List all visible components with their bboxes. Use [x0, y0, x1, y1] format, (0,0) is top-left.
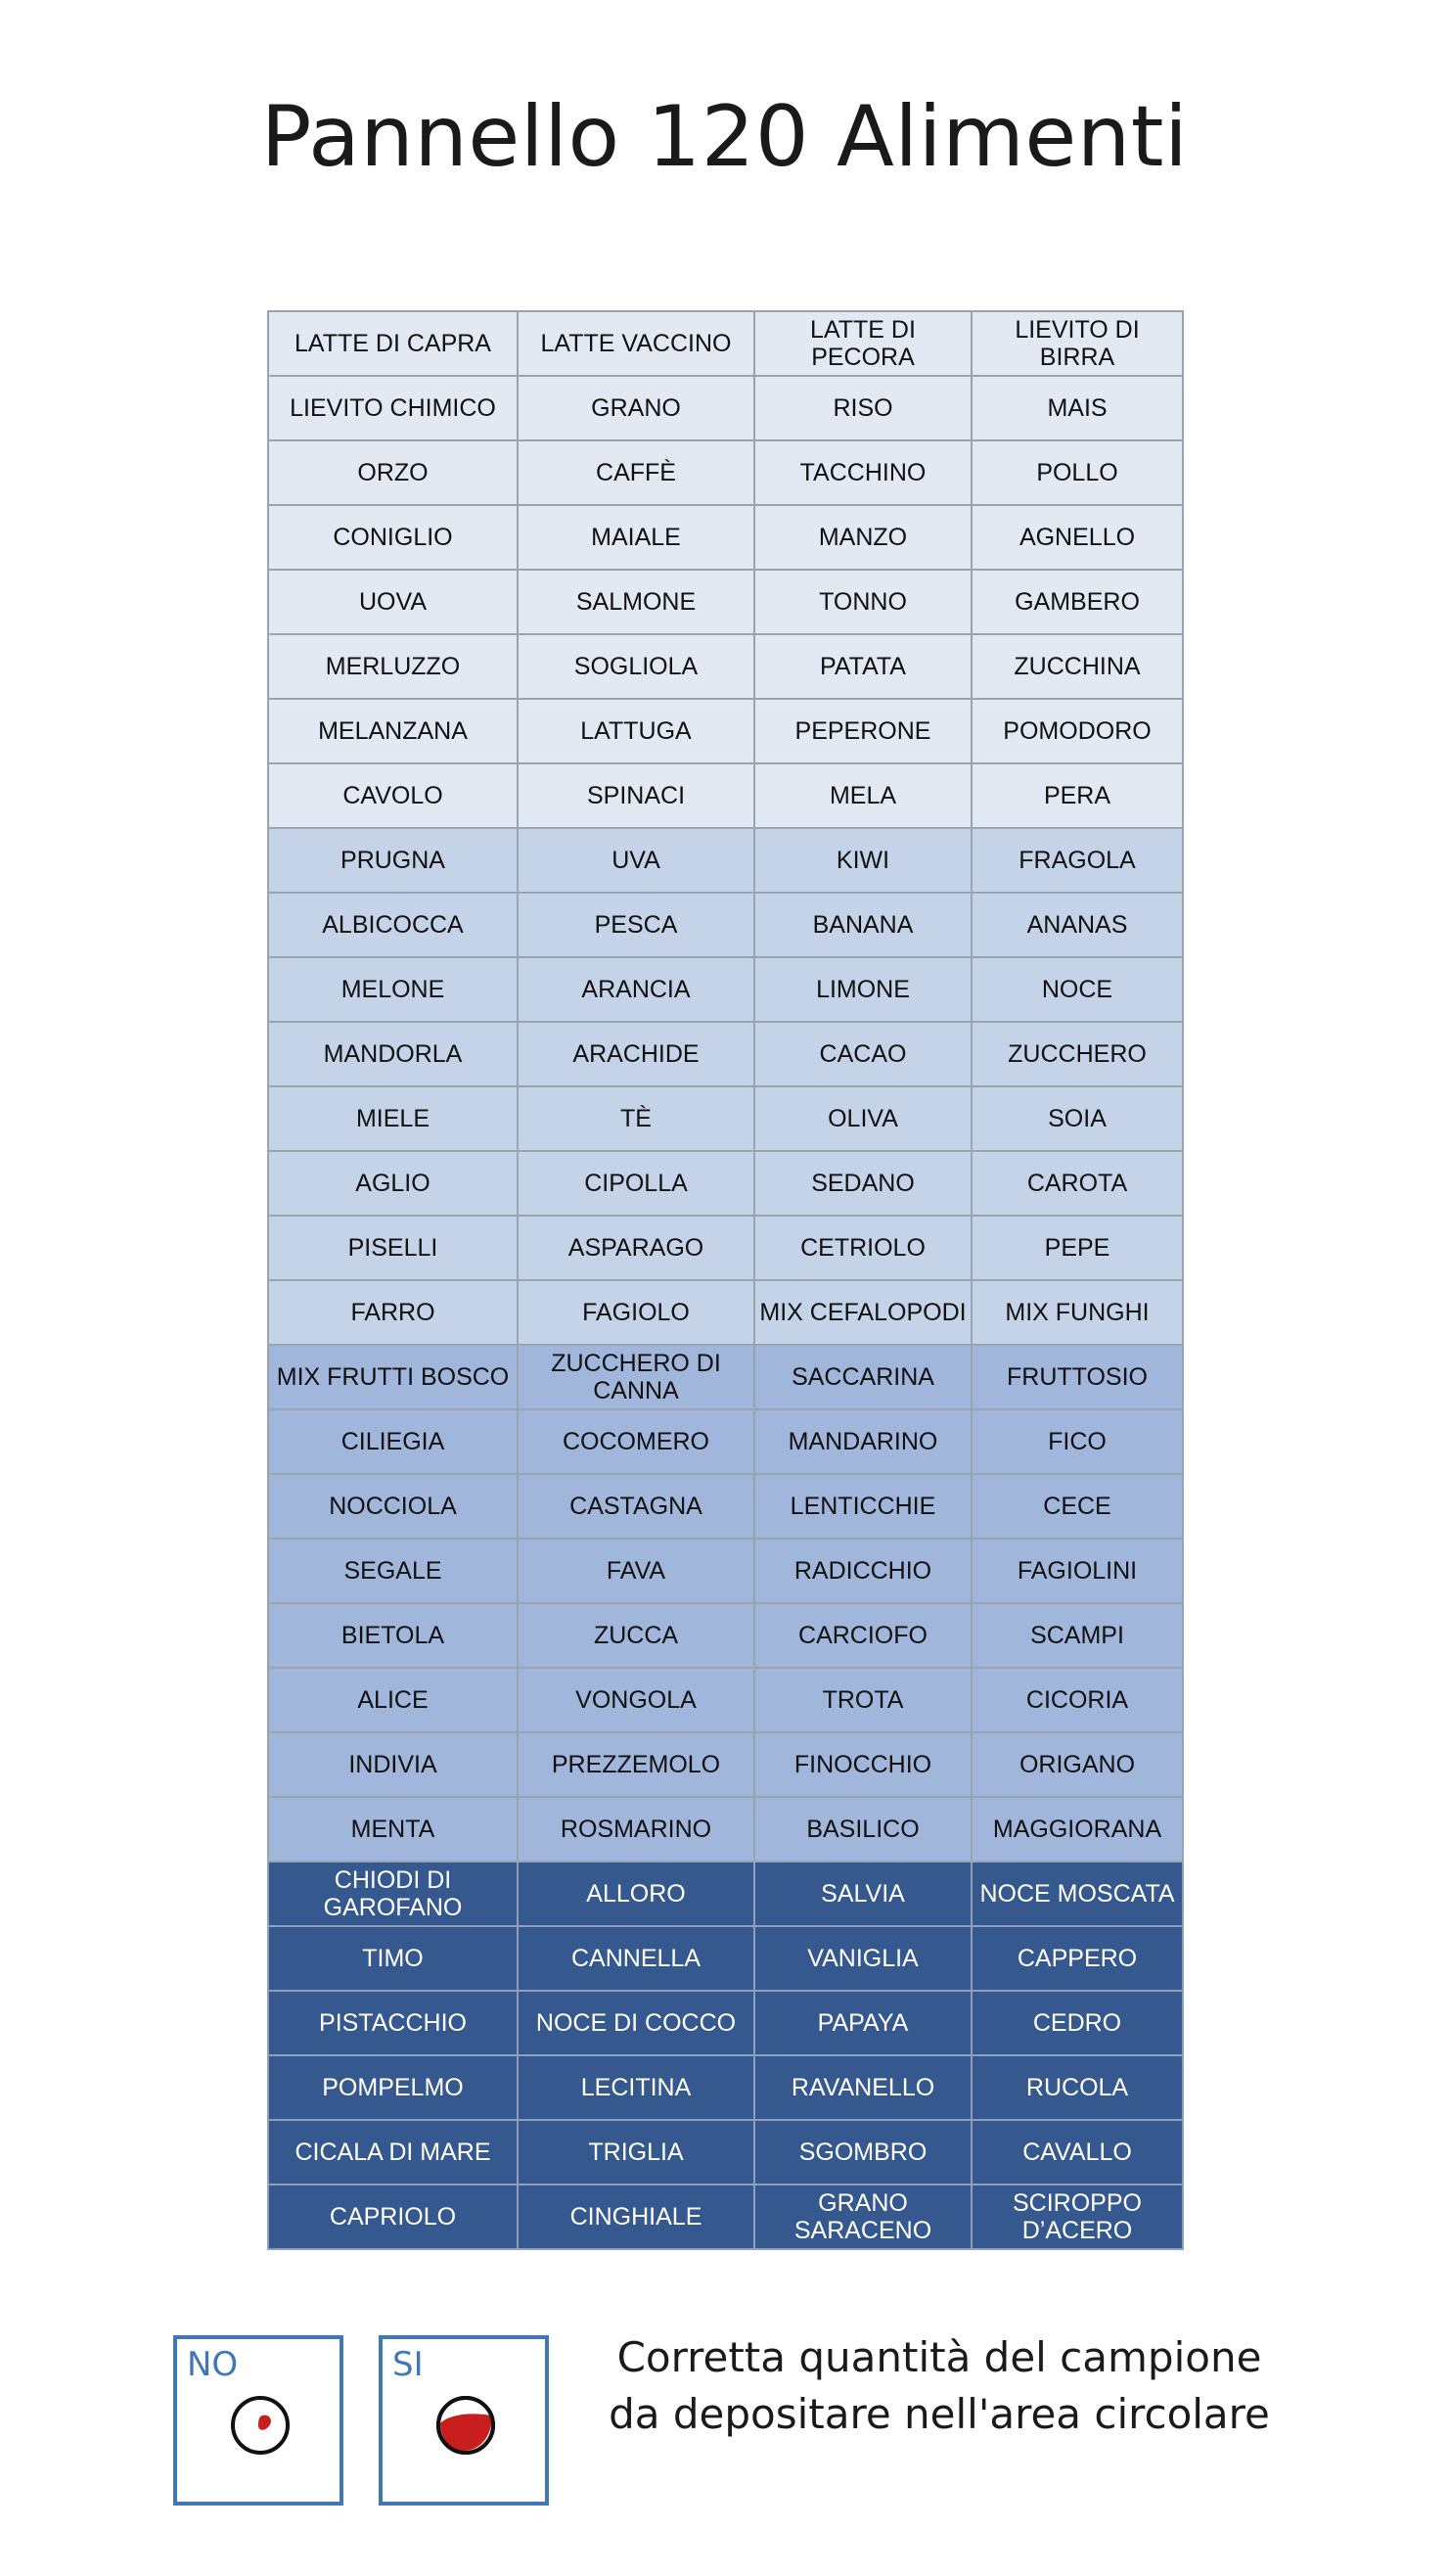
food-cell: CAROTA	[972, 1151, 1183, 1216]
food-cell: POMPELMO	[268, 2055, 518, 2120]
table-row	[268, 2185, 1183, 2249]
table-row	[268, 1086, 1183, 1151]
food-cell: PREZZEMOLO	[518, 1732, 754, 1797]
food-cell: FAVA	[518, 1539, 754, 1603]
food-cell: NOCCIOLA	[268, 1474, 518, 1539]
food-cell: ASPARAGO	[518, 1216, 754, 1280]
food-cell: PRUGNA	[268, 828, 518, 893]
food-cell: PATATA	[754, 634, 972, 699]
food-cell: FINOCCHIO	[754, 1732, 972, 1797]
food-cell: FRAGOLA	[972, 828, 1183, 893]
food-cell: MELA	[754, 763, 972, 828]
food-cell: ROSMARINO	[518, 1797, 754, 1862]
food-cell: GRANO SARACENO	[754, 2185, 972, 2249]
food-cell: BANANA	[754, 893, 972, 957]
food-cell: TACCHINO	[754, 440, 972, 505]
food-cell: CICORIA	[972, 1668, 1183, 1732]
food-cell: ANANAS	[972, 893, 1183, 957]
table-row	[268, 699, 1183, 763]
sample-caption-line-1: Corretta quantità del campione	[616, 2333, 1262, 2381]
food-cell: FICO	[972, 1409, 1183, 1474]
food-cell: CAFFÈ	[518, 440, 754, 505]
table-row	[268, 2120, 1183, 2185]
food-cell: ZUCCHERO DI CANNA	[518, 1345, 754, 1409]
table-row	[268, 440, 1183, 505]
table-row	[268, 1991, 1183, 2055]
food-cell: LATTE DI PECORA	[754, 311, 972, 376]
food-cell: ALBICOCCA	[268, 893, 518, 957]
table-row	[268, 1151, 1183, 1216]
food-cell: GAMBERO	[972, 570, 1183, 634]
table-row	[268, 893, 1183, 957]
food-cell: OLIVA	[754, 1086, 972, 1151]
food-cell: CAVALLO	[972, 2120, 1183, 2185]
table-row	[268, 957, 1183, 1022]
food-cell: ALLORO	[518, 1862, 754, 1926]
food-cell: CARCIOFO	[754, 1603, 972, 1668]
sample-caption-line-2: da depositare nell'area circolare	[609, 2390, 1270, 2438]
food-cell: RADICCHIO	[754, 1539, 972, 1603]
food-cell: SGOMBRO	[754, 2120, 972, 2185]
food-cell: BIETOLA	[268, 1603, 518, 1668]
full-sample-drop-icon	[434, 2394, 497, 2457]
sample-si-label: SI	[392, 2345, 424, 2384]
food-cell: TRIGLIA	[518, 2120, 754, 2185]
food-cell: INDIVIA	[268, 1732, 518, 1797]
table-row	[268, 1022, 1183, 1086]
table-row	[268, 1216, 1183, 1280]
food-cell: CAPPERO	[972, 1926, 1183, 1991]
page-title: Pannello 120 Alimenti	[260, 88, 1189, 186]
food-cell: VONGOLA	[518, 1668, 754, 1732]
food-cell: AGLIO	[268, 1151, 518, 1216]
table-row	[268, 311, 1183, 376]
food-cell: LIMONE	[754, 957, 972, 1022]
food-cell: RISO	[754, 376, 972, 440]
food-cell: SALVIA	[754, 1862, 972, 1926]
food-cell: PERA	[972, 763, 1183, 828]
food-cell: CETRIOLO	[754, 1216, 972, 1280]
food-cell: GRANO	[518, 376, 754, 440]
table-row	[268, 1797, 1183, 1862]
food-cell: TIMO	[268, 1926, 518, 1991]
food-cell: PAPAYA	[754, 1991, 972, 2055]
table-row	[268, 1345, 1183, 1409]
food-cell: CACAO	[754, 1022, 972, 1086]
food-cell: PEPE	[972, 1216, 1183, 1280]
food-cell: CICALA DI MARE	[268, 2120, 518, 2185]
table-row	[268, 1668, 1183, 1732]
food-cell: ARANCIA	[518, 957, 754, 1022]
table-row	[268, 1732, 1183, 1797]
food-cell: ARACHIDE	[518, 1022, 754, 1086]
table-row	[268, 634, 1183, 699]
food-cell: LIEVITO DI BIRRA	[972, 311, 1183, 376]
food-cell: NOCE MOSCATA	[972, 1862, 1183, 1926]
food-cell: PISELLI	[268, 1216, 518, 1280]
food-cell: SEGALE	[268, 1539, 518, 1603]
food-cell: NOCE	[972, 957, 1183, 1022]
food-cell: CONIGLIO	[268, 505, 518, 570]
food-cell: TÈ	[518, 1086, 754, 1151]
food-cell: CANNELLA	[518, 1926, 754, 1991]
table-row	[268, 376, 1183, 440]
food-cell: SCAMPI	[972, 1603, 1183, 1668]
food-cell: FRUTTOSIO	[972, 1345, 1183, 1409]
food-cell: SALMONE	[518, 570, 754, 634]
food-cell: LATTUGA	[518, 699, 754, 763]
food-cell: LIEVITO CHIMICO	[268, 376, 518, 440]
food-cell: LATTE DI CAPRA	[268, 311, 518, 376]
table-row	[268, 570, 1183, 634]
food-cell: SOIA	[972, 1086, 1183, 1151]
sample-no-box	[173, 2335, 343, 2506]
food-cell: CAVOLO	[268, 763, 518, 828]
food-cell: FAGIOLINI	[972, 1539, 1183, 1603]
food-cell: PESCA	[518, 893, 754, 957]
food-cell: MANDARINO	[754, 1409, 972, 1474]
table-row	[268, 1539, 1183, 1603]
table-row	[268, 1603, 1183, 1668]
food-cell: MAGGIORANA	[972, 1797, 1183, 1862]
food-cell: ZUCCA	[518, 1603, 754, 1668]
food-cell: CILIEGIA	[268, 1409, 518, 1474]
food-cell: MELANZANA	[268, 699, 518, 763]
food-cell: MIX CEFALOPODI	[754, 1280, 972, 1345]
food-cell: MENTA	[268, 1797, 518, 1862]
food-cell: COCOMERO	[518, 1409, 754, 1474]
food-cell: POLLO	[972, 440, 1183, 505]
food-cell: ORIGANO	[972, 1732, 1183, 1797]
food-cell: RAVANELLO	[754, 2055, 972, 2120]
food-cell: SCIROPPO D’ACERO	[972, 2185, 1183, 2249]
food-cell: UVA	[518, 828, 754, 893]
food-cell: LATTE VACCINO	[518, 311, 754, 376]
food-cell: SEDANO	[754, 1151, 972, 1216]
food-cell: ZUCCHINA	[972, 634, 1183, 699]
food-cell: MANZO	[754, 505, 972, 570]
food-cell: TONNO	[754, 570, 972, 634]
food-cell: FAGIOLO	[518, 1280, 754, 1345]
food-cell: LECITINA	[518, 2055, 754, 2120]
food-cell: FARRO	[268, 1280, 518, 1345]
table-row	[268, 828, 1183, 893]
sample-no-label: NO	[187, 2345, 239, 2384]
food-cell: CHIODI DI GAROFANO	[268, 1862, 518, 1926]
food-cell: MANDORLA	[268, 1022, 518, 1086]
food-cell: POMODORO	[972, 699, 1183, 763]
food-cell: VANIGLIA	[754, 1926, 972, 1991]
food-cell: ORZO	[268, 440, 518, 505]
food-cell: BASILICO	[754, 1797, 972, 1862]
table-row	[268, 763, 1183, 828]
food-cell: UOVA	[268, 570, 518, 634]
food-cell: CIPOLLA	[518, 1151, 754, 1216]
food-cell: MAIS	[972, 376, 1183, 440]
food-cell: AGNELLO	[972, 505, 1183, 570]
table-row	[268, 2055, 1183, 2120]
food-cell: CINGHIALE	[518, 2185, 754, 2249]
food-cell: NOCE DI COCCO	[518, 1991, 754, 2055]
food-cell: MERLUZZO	[268, 634, 518, 699]
food-cell: PISTACCHIO	[268, 1991, 518, 2055]
sample-si-box	[379, 2335, 549, 2506]
food-cell: KIWI	[754, 828, 972, 893]
food-cell: MIX FUNGHI	[972, 1280, 1183, 1345]
food-cell: SPINACI	[518, 763, 754, 828]
food-cell: CAPRIOLO	[268, 2185, 518, 2249]
food-cell: MAIALE	[518, 505, 754, 570]
small-sample-drop-icon	[229, 2394, 292, 2457]
food-panel-table	[267, 310, 1184, 2250]
food-cell: ZUCCHERO	[972, 1022, 1183, 1086]
food-cell: CECE	[972, 1474, 1183, 1539]
table-row	[268, 505, 1183, 570]
sample-caption	[587, 2329, 1291, 2443]
food-cell: MIX FRUTTI BOSCO	[268, 1345, 518, 1409]
table-row	[268, 1862, 1183, 1926]
food-cell: MELONE	[268, 957, 518, 1022]
food-cell: ALICE	[268, 1668, 518, 1732]
food-cell: CEDRO	[972, 1991, 1183, 2055]
food-cell: SOGLIOLA	[518, 634, 754, 699]
food-cell: CASTAGNA	[518, 1474, 754, 1539]
table-row	[268, 1474, 1183, 1539]
table-row	[268, 1409, 1183, 1474]
food-cell: LENTICCHIE	[754, 1474, 972, 1539]
food-cell: TROTA	[754, 1668, 972, 1732]
food-cell: PEPERONE	[754, 699, 972, 763]
table-row	[268, 1926, 1183, 1991]
food-cell: RUCOLA	[972, 2055, 1183, 2120]
food-cell: MIELE	[268, 1086, 518, 1151]
table-row	[268, 1280, 1183, 1345]
food-cell: SACCARINA	[754, 1345, 972, 1409]
